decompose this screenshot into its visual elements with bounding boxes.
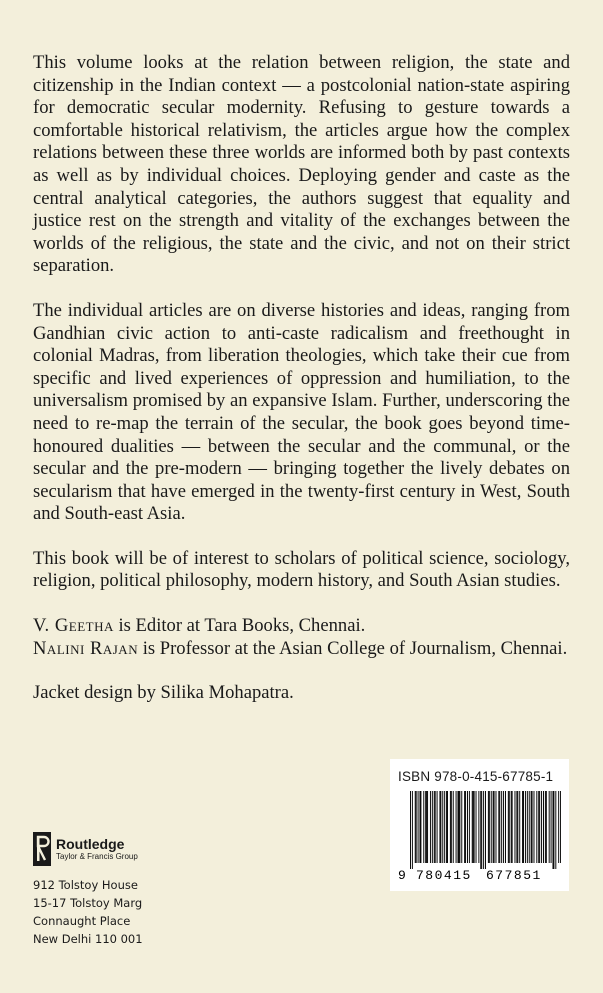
barcode-bar (555, 791, 556, 869)
jacket-design-credit: Jacket design by Silika Mohapatra. (33, 682, 294, 704)
barcode-bar (447, 791, 448, 863)
barcode-bar (420, 791, 421, 863)
barcode-bar (481, 791, 482, 869)
barcode-digit-lead: 9 (398, 868, 406, 883)
barcode-bar (446, 791, 447, 863)
barcode-bar (453, 791, 454, 863)
barcode-bar (541, 791, 542, 863)
barcode-bar (437, 791, 438, 863)
barcode-bar (415, 791, 416, 863)
barcode-bar (558, 791, 559, 863)
barcode-bar (478, 791, 479, 863)
barcode-bar (523, 791, 524, 863)
editor-name-1: V. Geetha (33, 615, 114, 637)
barcode-bar (456, 791, 457, 863)
barcode-bar (425, 791, 426, 863)
barcode-bar (458, 791, 459, 863)
description-paragraph-1: This volume looks at the relation between religion, the state and citizenship in the Indian context — a postcolonial nation-state aspiring for democratic secular modernity. Refusing to gesture towards a comfortable historical relativism, the articles argue how the complex relations between these three worlds are informed both by past contexts as well as by individual choices. Deploying gender and caste as the central analytical categories, the authors suggest that equality and justice rest on the strength and vitality of the exchanges between the worlds of the religious, the state and the civic, and not on their strict separation. (33, 52, 570, 277)
barcode-bar (515, 791, 516, 863)
barcode-bar (499, 791, 500, 863)
editor-bio-1 (33, 615, 570, 638)
barcode-bar (412, 791, 413, 869)
barcode-bar (538, 791, 539, 863)
address-line: Connaught Place (33, 914, 131, 928)
barcode-bar (472, 791, 473, 863)
barcode-digits-left: 780415 (416, 868, 472, 883)
barcode-bar (494, 791, 495, 863)
barcode-bar (534, 791, 535, 863)
barcode-graphic (398, 791, 561, 883)
barcode-bar (418, 791, 419, 863)
barcode-bar (498, 791, 499, 863)
barcode-bar (512, 791, 513, 863)
description-paragraph-3: This book will be of interest to scholars of political science, sociology, religion, political philosophy, modern history, and South Asian studies. (33, 547, 570, 592)
barcode-bar (451, 791, 452, 863)
barcode-bar (543, 791, 544, 863)
barcode-bar (420, 791, 421, 863)
barcode-bar (529, 791, 530, 863)
barcode-bar (546, 791, 547, 863)
barcode-bar (423, 791, 424, 863)
barcode-bar (493, 791, 494, 863)
barcode-bar (508, 791, 509, 863)
barcode-bar (410, 791, 411, 869)
address-line: 912 Tolstoy House (33, 878, 138, 892)
barcode-bar (509, 791, 510, 863)
isbn-barcode (390, 759, 569, 891)
barcode-bar (551, 791, 552, 863)
barcode-bar (426, 791, 427, 863)
barcode-bar (527, 791, 528, 863)
barcode-bar (464, 791, 465, 863)
barcode-bar (545, 791, 546, 863)
barcode-bar (553, 791, 554, 869)
barcode-bar (496, 791, 497, 863)
barcode-bar (474, 791, 475, 863)
publisher-logo (33, 832, 138, 866)
barcode-bar (465, 791, 466, 863)
routledge-logo-icon (33, 832, 51, 866)
barcode-bar (427, 791, 428, 863)
publisher-group: Taylor & Francis Group (56, 852, 138, 861)
address-line: New Delhi 110 001 (33, 932, 143, 946)
editor-name-2: Nalini Rajan (33, 637, 139, 659)
editor-role-1: is Editor at Tara Books, Chennai. (113, 615, 366, 637)
editor-bio-2 (33, 638, 570, 661)
barcode-bar (432, 791, 433, 863)
barcode-bar (459, 791, 460, 863)
address-line: 15-17 Tolstoy Marg (33, 896, 143, 910)
barcode-bar (522, 791, 523, 863)
barcode-bar (536, 791, 537, 863)
publisher-name: Routledge (56, 836, 125, 852)
barcode-bar (476, 791, 477, 863)
barcode-bar (488, 791, 489, 863)
barcode-digits-right: 677851 (486, 868, 542, 883)
barcode-bar (450, 791, 451, 863)
barcode-bar (539, 791, 540, 863)
barcode-bar (553, 791, 554, 869)
barcode-bar (444, 791, 445, 863)
barcode-bar (434, 791, 435, 863)
barcode-bar (480, 791, 481, 869)
barcode-bar (439, 791, 440, 863)
barcode-bar (560, 791, 561, 863)
barcode-bar (440, 791, 441, 863)
description-paragraph-2: The individual articles are on diverse histories and ideas, ranging from Gandhian civic action to anti-caste radicalism and freethought in colonial Madras, from liberation theologies, which take their cue from specific and lived experiences of oppression and humiliation, to the universalism promised by an expansive Islam. Further, underscoring the need to re-map the terrain of the secular, the book goes beyond time-honoured dualities — between the secular and the communal, or the secular and the pre-modern — bringing together the lively debates on secularism that have emerged in the twenty-first century in West, South and South-east Asia. (33, 299, 570, 525)
barcode-bar (442, 791, 443, 863)
barcode-bar (416, 791, 417, 863)
barcode-bars (410, 791, 561, 869)
barcode-bar (435, 791, 436, 863)
barcode-bar (485, 791, 486, 869)
barcode-bar (430, 791, 431, 863)
back-cover-blurb (33, 52, 570, 705)
barcode-bar (532, 791, 533, 863)
barcode-bar (501, 791, 502, 863)
barcode-bar (467, 791, 468, 863)
barcode-bar (489, 791, 490, 863)
editor-role-2: is Professor at the Asian College of Journalism, Chennai. (138, 637, 568, 659)
barcode-bar (458, 791, 459, 863)
barcode-bar (531, 791, 532, 863)
barcode-bar (549, 791, 550, 863)
barcode-bar (511, 791, 512, 863)
barcode-bar (491, 791, 492, 863)
barcode-bar (473, 791, 474, 863)
barcode-bar (469, 791, 470, 863)
barcode-bar (519, 791, 520, 863)
isbn-label: ISBN 978-0-415-67785-1 (398, 769, 554, 784)
barcode-bar (461, 791, 462, 863)
barcode-bar (517, 791, 518, 863)
barcode-bar (525, 791, 526, 863)
barcode-bar (483, 791, 484, 869)
barcode-bar (503, 791, 504, 863)
publisher-address (33, 876, 143, 948)
barcode-bar (516, 791, 517, 863)
barcode-bar (505, 791, 506, 863)
